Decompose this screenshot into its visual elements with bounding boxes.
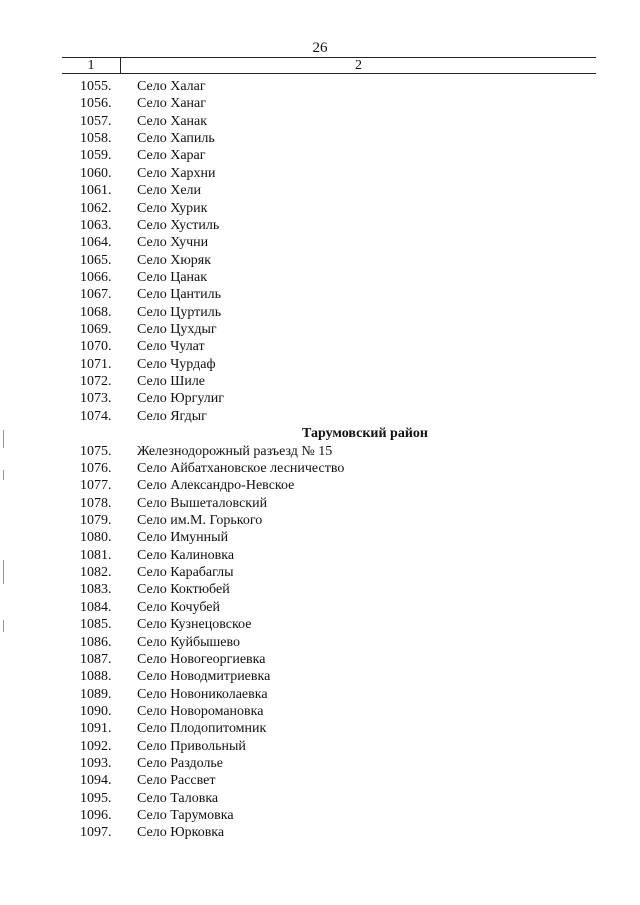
table-row [0,373,640,390]
row-number: 1096. [80,808,112,824]
section-heading-row [0,425,640,442]
settlement-name: Село Имунный [137,530,229,546]
table-row [0,477,640,494]
settlement-name: Село Хараг [137,148,206,164]
table-row [0,234,640,251]
settlement-name: Село Кочубей [137,599,220,615]
table-row [0,616,640,633]
row-number: 1074. [80,408,112,424]
row-number: 1083. [80,582,112,598]
table-row [0,200,640,217]
table-row [0,686,640,703]
settlement-name: Село Хустиль [137,217,220,233]
settlement-name: Село Хархни [137,165,216,181]
table-row [0,634,640,651]
row-number: 1066. [80,269,112,285]
settlement-name: Село Новодмитриевка [137,669,271,685]
row-number: 1080. [80,530,112,546]
row-number: 1072. [80,374,112,390]
row-number: 1092. [80,738,112,754]
table-row [0,147,640,164]
table-row [0,755,640,772]
table-row [0,703,640,720]
scan-mark [3,620,4,632]
table-row [0,599,640,616]
settlement-name: Село Хучни [137,235,209,251]
table-row [0,321,640,338]
settlement-name: Село Цанак [137,269,208,285]
settlement-name: Село Александро-Невское [137,478,295,494]
table-row [0,269,640,286]
settlement-name: Село Таловка [137,790,219,806]
row-number: 1084. [80,599,112,615]
settlement-name: Село Карабаглы [137,565,234,581]
table-row [0,651,640,668]
settlement-name: Село Хели [137,183,202,199]
settlement-name: Село Цантиль [137,287,222,303]
settlement-name: Село Вышеталовский [137,495,268,511]
scan-mark [3,560,4,584]
row-number: 1087. [80,651,112,667]
settlement-name: Село Халаг [137,79,206,94]
row-number: 1065. [80,252,112,268]
row-number: 1086. [80,634,112,650]
settlement-name: Село Привольный [137,738,246,754]
table-row [0,824,640,841]
row-number: 1063. [80,217,112,233]
row-number: 1055. [80,79,112,94]
table-row [0,460,640,477]
settlement-name: Село Кузнецовское [137,617,252,633]
scan-mark [3,470,4,480]
row-number: 1097. [80,825,112,841]
settlement-name: Село Хапиль [137,131,215,147]
settlement-name: Село Раздолье [137,756,224,772]
row-number: 1068. [80,304,112,320]
settlement-name: Село Калиновка [137,547,235,563]
settlement-name: Село Новоромановка [137,703,264,719]
table-row [0,547,640,564]
settlement-name: Село Айбатхановское лесничество [137,460,345,476]
table-row [0,807,640,824]
row-number: 1095. [80,790,112,806]
page-number: 26 [312,40,328,56]
row-number: 1094. [80,773,112,789]
row-number: 1073. [80,391,112,407]
settlement-name: Село Тарумовка [137,808,234,824]
table-row [0,512,640,529]
settlement-name: Село Ханак [137,113,208,129]
settlement-list [0,78,640,842]
settlement-name: Село Чурдаф [137,356,216,372]
column-header-1: 1 [87,58,95,73]
table-row [0,356,640,373]
table-row [0,581,640,598]
table-row [0,252,640,269]
settlement-name: Село Коктюбей [137,582,230,598]
settlement-name: Село Новониколаевка [137,686,268,702]
settlement-name: Село Плодопитомник [137,721,267,737]
row-number: 1056. [80,96,112,112]
settlement-name: Село Куйбышево [137,634,241,650]
table-row [0,390,640,407]
column-header-2: 2 [355,58,362,73]
table-header [62,57,596,74]
row-number: 1089. [80,686,112,702]
table-row [0,304,640,321]
row-number: 1091. [80,721,112,737]
settlement-name: Железнодорожный разъезд № 15 [137,443,333,459]
settlement-name: Село Ханаг [137,96,206,112]
row-number: 1090. [80,703,112,719]
row-number: 1061. [80,183,112,199]
row-number: 1085. [80,617,112,633]
table-row [0,286,640,303]
settlement-name: Село Юргулиг [137,391,224,407]
row-number: 1081. [80,547,112,563]
section-heading: Тарумовский район [302,426,428,442]
row-number: 1064. [80,235,112,251]
settlement-name: Село Чулат [137,339,205,355]
row-number: 1088. [80,669,112,685]
row-number: 1075. [80,443,112,459]
row-number: 1059. [80,148,112,164]
row-number: 1069. [80,322,112,338]
table-row [0,338,640,355]
table-row [0,529,640,546]
table-row [0,738,640,755]
row-number: 1082. [80,565,112,581]
table-row [0,130,640,147]
row-number: 1070. [80,339,112,355]
settlement-name: Село Рассвет [137,773,216,789]
table-row [0,790,640,807]
table-row [0,668,640,685]
table-row [0,182,640,199]
row-number: 1076. [80,460,112,476]
row-number: 1077. [80,478,112,494]
settlement-name: Село Хурик [137,200,208,216]
settlement-name: Село Хюряк [137,252,212,268]
row-number: 1071. [80,356,112,372]
settlement-name: Село Юрковка [137,825,225,841]
table-row [0,443,640,460]
table-row [0,78,640,95]
row-number: 1067. [80,287,112,303]
settlement-name: Село Цуртиль [137,304,222,320]
table-row [0,95,640,112]
row-number: 1062. [80,200,112,216]
row-number: 1060. [80,165,112,181]
row-number: 1057. [80,113,112,129]
settlement-name: Село Цухдыг [137,322,217,338]
table-row [0,113,640,130]
row-number: 1093. [80,756,112,772]
row-number: 1058. [80,131,112,147]
table-row [0,408,640,425]
table-row [0,564,640,581]
table-row [0,720,640,737]
table-row [0,165,640,182]
settlement-name: Село им.М. Горького [137,512,263,528]
scan-mark [3,430,4,448]
table-row [0,495,640,512]
settlement-name: Село Ягдыг [137,408,207,424]
settlement-name: Село Новогеоргиевка [137,651,266,667]
table-row [0,217,640,234]
row-number: 1079. [80,512,112,528]
table-row [0,772,640,789]
settlement-name: Село Шиле [137,374,206,390]
row-number: 1078. [80,495,112,511]
